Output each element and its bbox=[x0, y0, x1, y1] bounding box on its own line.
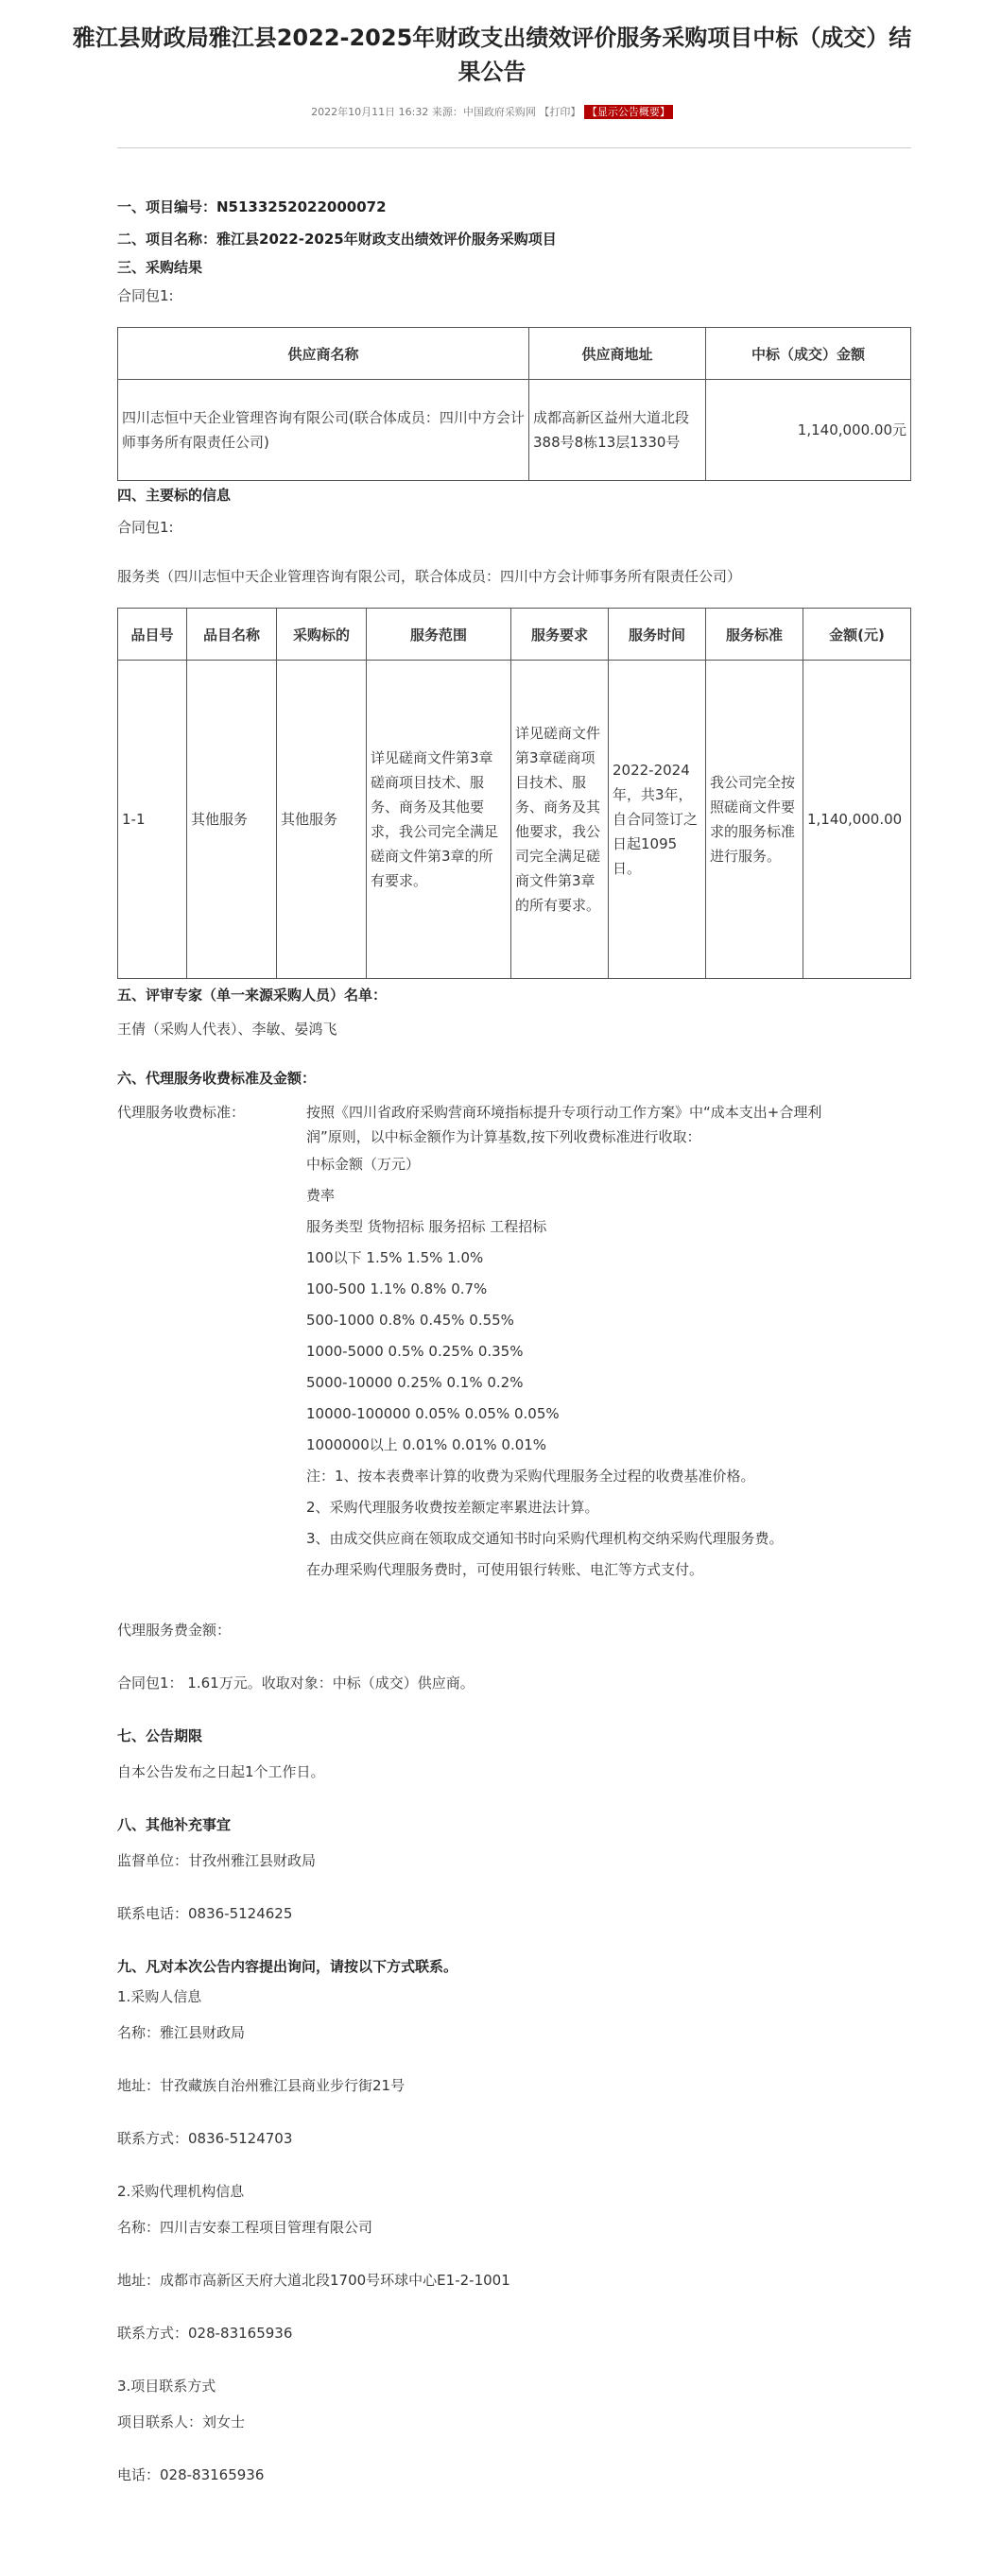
fee-line: 服务类型 货物招标 服务招标 工程招标 bbox=[306, 1218, 547, 1235]
th-service-scope: 服务范围 bbox=[367, 609, 511, 661]
section-contact-heading: 九、凡对本次公告内容提出询问，请按以下方式联系。 bbox=[117, 1958, 458, 1975]
buyer-heading: 1.采购人信息 bbox=[117, 1988, 202, 2005]
fee-line: 1000000以上 0.01% 0.01% 0.01% bbox=[306, 1436, 547, 1453]
title-line-1: 雅江县财政局雅江县2022-2025年财政支出绩效评价服务采购项目中标（成交）结 bbox=[72, 25, 912, 51]
experts-list: 王倩（采购人代表）、李敏、晏鸿飞 bbox=[117, 1021, 337, 1038]
fee-line: 费率 bbox=[306, 1187, 336, 1204]
fee-line: 5000-10000 0.25% 0.1% 0.2% bbox=[306, 1374, 524, 1391]
cell-amount: 1,140,000.00 bbox=[803, 661, 911, 979]
section-supplement-heading: 八、其他补充事宜 bbox=[117, 1816, 232, 1833]
fee-standard-lines bbox=[306, 1100, 911, 1586]
supervisor-unit: 监督单位：甘孜州雅江县财政局 bbox=[117, 1852, 317, 1869]
cell-item-no: 1-1 bbox=[118, 661, 187, 979]
meta-text: 2022年10月11日 16:32 来源：中国政府采购网 bbox=[311, 106, 540, 118]
print-link[interactable]: 【打印】 bbox=[539, 106, 581, 118]
table-row bbox=[118, 661, 911, 979]
table-header-row bbox=[118, 328, 911, 380]
cell-supplier-name: 四川志恒中天企业管理咨询有限公司(联合体成员：四川中方会计师事务所有限责任公司) bbox=[118, 380, 529, 481]
fee-line: 在办理采购代理服务费时，可使用银行转账、电汇等方式支付。 bbox=[306, 1561, 704, 1578]
section-project-number: 一、项目编号：N5133252022000072 bbox=[117, 198, 387, 215]
cell-procurement-target: 其他服务 bbox=[277, 661, 367, 979]
buyer-address: 地址：甘孜藏族自治州雅江县商业步行街21号 bbox=[117, 2077, 406, 2094]
cell-supplier-address: 成都高新区益州大道北段388号8栋13层1330号 bbox=[529, 380, 706, 481]
announcement-body bbox=[117, 195, 911, 2487]
agency-heading: 2.采购代理机构信息 bbox=[117, 2183, 245, 2200]
cell-item-name: 其他服务 bbox=[187, 661, 277, 979]
package-label-2: 合同包1: bbox=[117, 519, 174, 536]
fee-line: 500-1000 0.8% 0.45% 0.55% bbox=[306, 1312, 514, 1329]
fee-standard bbox=[117, 1100, 911, 1586]
section-project-name: 二、项目名称：雅江县2022-2025年财政支出绩效评价服务采购项目 bbox=[117, 231, 557, 248]
summary-button[interactable]: 【显示公告概要】 bbox=[584, 105, 673, 119]
fee-line: 2、采购代理服务收费按差额定率累进法计算。 bbox=[306, 1499, 599, 1516]
fee-standard-label: 代理服务收费标准： bbox=[117, 1104, 246, 1121]
th-service-time: 服务时间 bbox=[609, 609, 706, 661]
period-text: 自本公告发布之日起1个工作日。 bbox=[117, 1763, 325, 1780]
th-item-no: 品目号 bbox=[118, 609, 187, 661]
th-service-requirement: 服务要求 bbox=[511, 609, 609, 661]
agency-phone: 联系方式：028-83165936 bbox=[117, 2325, 293, 2342]
th-item-name: 品目名称 bbox=[187, 609, 277, 661]
section-result-heading: 三、采购结果 bbox=[117, 259, 203, 276]
result-table bbox=[117, 327, 911, 481]
th-supplier-address: 供应商地址 bbox=[529, 328, 706, 380]
section-fee-heading: 六、代理服务收费标准及金额： bbox=[117, 1070, 317, 1087]
th-service-standard: 服务标准 bbox=[706, 609, 803, 661]
project-contact-phone: 电话：028-83165936 bbox=[117, 2466, 265, 2483]
buyer-name: 名称：雅江县财政局 bbox=[117, 2024, 246, 2041]
cell-service-requirement: 详见磋商文件第3章磋商项目技术、服务、商务及其他要求，我公司完全满足磋商文件第3章的所有要求。 bbox=[511, 661, 609, 979]
page-title bbox=[13, 21, 971, 89]
fee-line: 1000-5000 0.5% 0.25% 0.35% bbox=[306, 1343, 524, 1360]
buyer-phone: 联系方式：0836-5124703 bbox=[117, 2130, 293, 2147]
fee-line: 按照《四川省政府采购营商环境指标提升专项行动工作方案》中“成本支出+合理利 bbox=[306, 1104, 822, 1121]
title-line-2: 果公告 bbox=[457, 59, 527, 85]
cell-service-standard: 我公司完全按照磋商文件要求的服务标准进行服务。 bbox=[706, 661, 803, 979]
th-bid-amount: 中标（成交）金额 bbox=[706, 328, 911, 380]
fee-line: 注：1、按本表费率计算的收费为采购代理服务全过程的收费基准价格。 bbox=[306, 1468, 755, 1485]
cell-bid-amount: 1,140,000.00元 bbox=[706, 380, 911, 481]
fee-amount-label: 代理服务费金额： bbox=[117, 1622, 232, 1639]
fee-amount-value: 合同包1： 1.61万元。收取对象：中标（成交）供应商。 bbox=[117, 1674, 475, 1692]
fee-line: 中标金额（万元） bbox=[306, 1156, 421, 1173]
agency-name: 名称：四川吉安泰工程项目管理有限公司 bbox=[117, 2219, 373, 2236]
project-contact-person: 项目联系人：刘女士 bbox=[117, 2413, 246, 2430]
th-procurement-target: 采购标的 bbox=[277, 609, 367, 661]
section-items-heading: 四、主要标的信息 bbox=[117, 487, 232, 504]
th-supplier-name: 供应商名称 bbox=[118, 328, 529, 380]
table-row bbox=[118, 380, 911, 481]
th-amount: 金额(元) bbox=[803, 609, 911, 661]
items-table bbox=[117, 608, 911, 979]
service-category-line: 服务类（四川志恒中天企业管理咨询有限公司，联合体成员：四川中方会计师事务所有限责任公司） bbox=[117, 568, 742, 585]
cell-service-time: 2022-2024年，共3年，自合同签订之日起1095日。 bbox=[609, 661, 706, 979]
table-header-row bbox=[118, 609, 911, 661]
agency-address: 地址：成都市高新区天府大道北段1700号环球中心E1-2-1001 bbox=[117, 2272, 510, 2289]
project-contact-heading: 3.项目联系方式 bbox=[117, 2378, 216, 2395]
meta-line bbox=[0, 104, 984, 119]
fee-line: 100以下 1.5% 1.5% 1.0% bbox=[306, 1249, 484, 1266]
package-label: 合同包1: bbox=[117, 287, 174, 304]
supervisor-phone: 联系电话：0836-5124625 bbox=[117, 1905, 293, 1922]
fee-line: 润”原则，以中标金额作为计算基数,按下列收费标准进行收取： bbox=[306, 1128, 701, 1145]
fee-line: 10000-100000 0.05% 0.05% 0.05% bbox=[306, 1405, 560, 1422]
cell-service-scope: 详见磋商文件第3章磋商项目技术、服务、商务及其他要求，我公司完全满足磋商文件第3章的所有要求。 bbox=[367, 661, 511, 979]
header-divider bbox=[117, 147, 911, 148]
section-period-heading: 七、公告期限 bbox=[117, 1727, 203, 1744]
fee-line: 100-500 1.1% 0.8% 0.7% bbox=[306, 1280, 488, 1297]
section-experts-heading: 五、评审专家（单一来源采购人员）名单： bbox=[117, 987, 388, 1004]
fee-line: 3、由成交供应商在领取成交通知书时向采购代理机构交纳采购代理服务费。 bbox=[306, 1530, 784, 1547]
